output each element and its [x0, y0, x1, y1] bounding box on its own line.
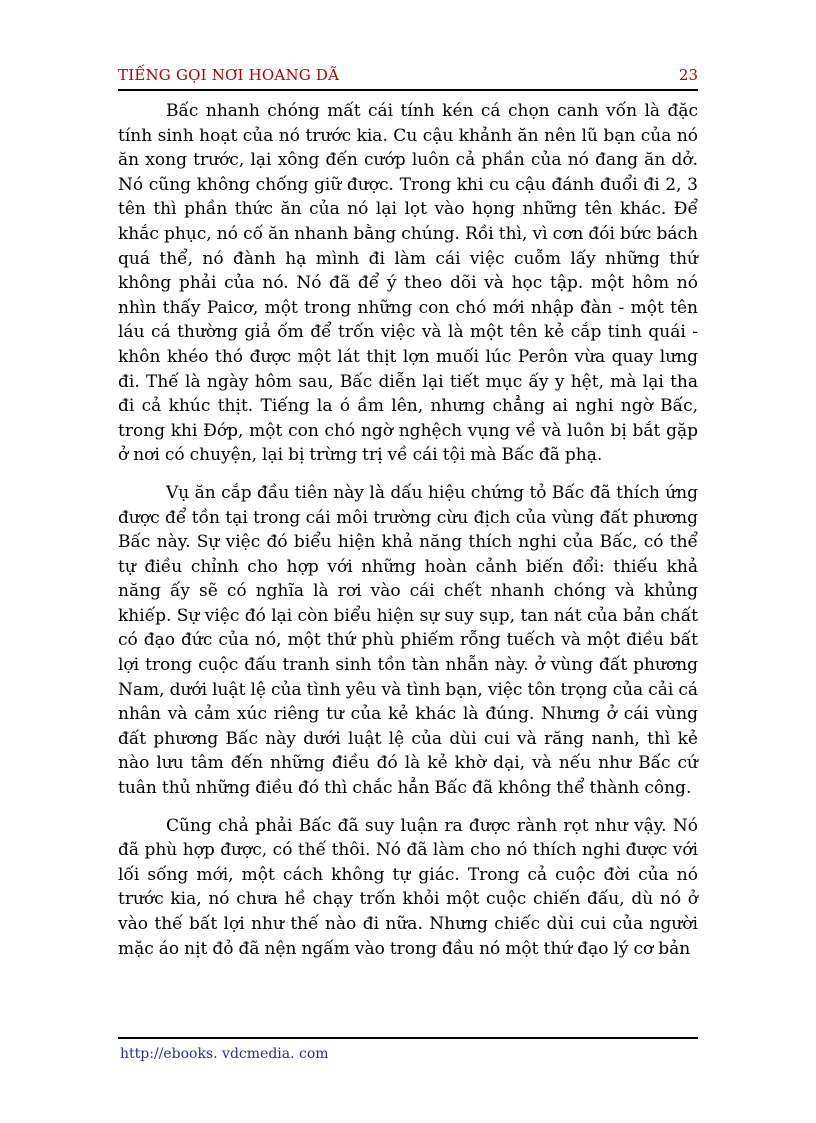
running-header: [118, 64, 698, 88]
page-number: 23: [678, 66, 698, 84]
footer-url[interactable]: http://ebooks. vdcmedia. com: [120, 1046, 329, 1062]
paragraph-1: Bấc nhanh chóng mất cái tính kén cá chọn canh vốn là đặc tính sinh hoạt của nó trước kia. Cu cậu khảnh ăn nên lũ bạn của nó ăn xong trước, lại xông đến cướp luôn cả phần của nó đang ăn dở. Nó cũng không chống giữ được. Trong khi cu cậu đánh đuổi đi 2, 3 tên thì phần thức ăn của nó lại lọt vào họng những tên khác. Để khắc phục, nó cố ăn nhanh bằng chúng. Rồi thì, vì cơn đói bức bách quá thể, nó đành hạ mình đi làm cái việc cuỗm lấy những thứ không phải của nó. Nó đã để ý theo dõi và học tập. một hôm nó nhìn thấy Paicơ, một trong những con chó mới nhập đàn - một tên láu cá thường giả ốm để trốn việc và là một tên kẻ cắp tinh quái - khôn khéo thó được một lát thịt lợn muối lúc Perôn vừa quay lưng đi. Thế là ngày hôm sau, Bấc diễn lại tiết mục ấy y hệt, mà lại tha đi cả khúc thịt. Tiếng la ó ầm lên, nhưng chẳng ai nghi ngờ Bấc, trong khi Đớp, một con chó ngờ nghệch vụng về và luôn bị bắt gặp ở nơi có chuyện, lại bị trừng trị về cái tội mà Bấc đã phạ.: [118, 101, 698, 466]
book-title: TIẾNG GỌI NƠI HOANG DÃ: [118, 66, 340, 84]
paragraph-3: Cũng chả phải Bấc đã suy luận ra được rành rọt như vậy. Nó đã phù hợp được, có thế thôi. Nó đã làm cho nó thích nghi được với lối sống mới, một cách không tự giác. Trong cả cuộc đời của nó trước kia, nó chưa hề chạy trốn khỏi một cuộc chiến đấu, dù nó ở vào thế bất lợi như thế nào đi nữa. Nhưng chiếc dùi cui của người mặc áo nịt đỏ đã nện ngấm vào trong đầu nó một thứ đạo lý cơ bản: [118, 815, 698, 959]
paragraph-2: Vụ ăn cắp đầu tiên này là dấu hiệu chứng tỏ Bấc đã thích ứng được để tồn tại trong cái môi trường cừu địch của vùng đất phương Bấc này. Sự việc đó biểu hiện khả năng thích nghi của Bấc, có thể tự điều chỉnh cho hợp với những hoàn cảnh biến đổi: thiếu khả năng ấy sẽ có nghĩa là rơi vào cái chết nhanh chóng và khủng khiếp. Sự việc đó lại còn biểu hiện sự suy sụp, tan nát của bản chất có đạo đức của nó, một thứ phù phiếm rỗng tuếch và một điều bất lợi trong cuộc đấu tranh sinh tồn tàn nhẫn này. ở vùng đất phương Nam, dưới luật lệ của tình yêu và tình bạn, việc tôn trọng của cải cá nhân và cảm xúc riêng tư của kẻ khác là đúng. Nhưng ở cái vùng đất phương Bấc này dưới luật lệ của dùi cui và răng nanh, thì kẻ nào lưu tâm đến những điều đó là kẻ khờ dại, và nếu như Bấc cứ tuân thủ những điều đó thì chắc hẳn Bấc đã không thể thành công.: [118, 482, 698, 799]
body-text: [118, 99, 698, 974]
footer-divider: [118, 1037, 698, 1039]
header-divider: [118, 89, 698, 91]
